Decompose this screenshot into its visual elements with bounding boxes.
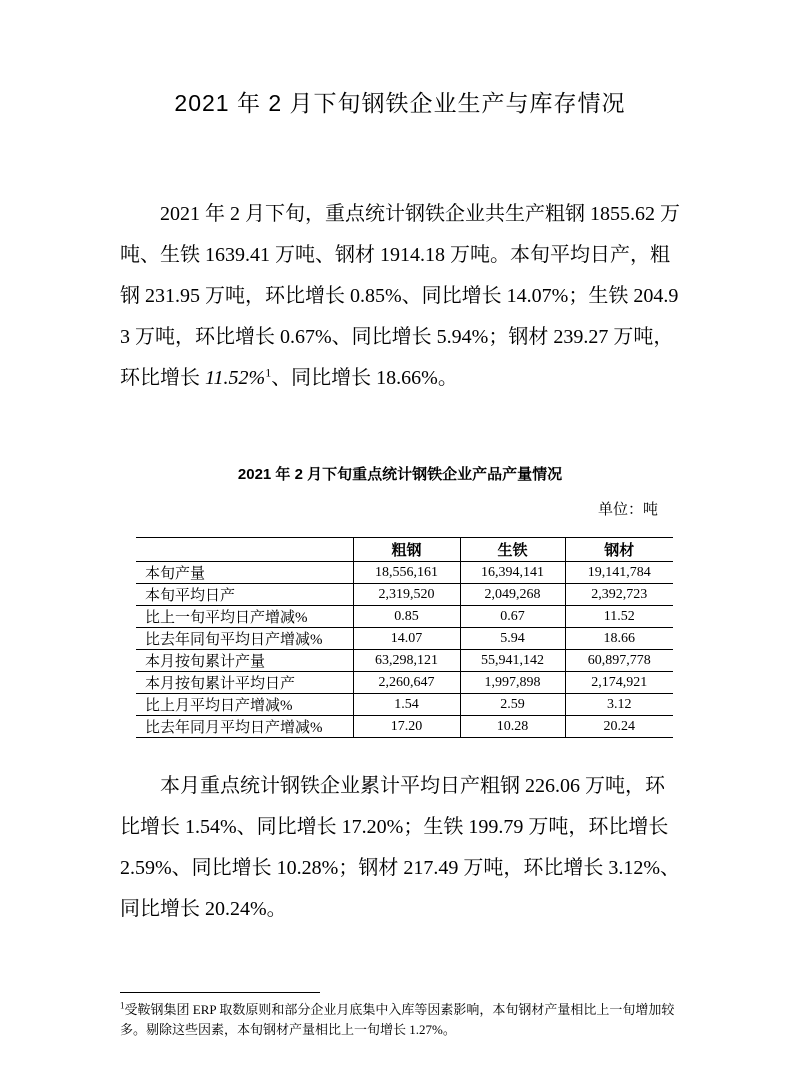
italic-growth-value: 11.52% bbox=[205, 367, 266, 389]
table-cell: 14.07 bbox=[353, 628, 460, 650]
footnote-separator bbox=[120, 992, 320, 993]
table-cell: 0.67 bbox=[460, 606, 565, 628]
table-cell: 63,298,121 bbox=[353, 650, 460, 672]
table-cell: 16,394,141 bbox=[460, 562, 565, 584]
table-unit-label: 单位：吨 bbox=[597, 502, 658, 518]
column-header-steel-products: 钢材 bbox=[565, 538, 673, 562]
footnote-reference-mark: 1 bbox=[265, 365, 272, 380]
table-cell: 17.20 bbox=[353, 716, 460, 738]
table-cell: 2,049,268 bbox=[460, 584, 565, 606]
table-cell: 2,174,921 bbox=[565, 672, 673, 694]
page-title: 2021 年 2 月下旬钢铁企业生产与库存情况 bbox=[174, 90, 626, 116]
table-row bbox=[136, 694, 673, 716]
table-row bbox=[136, 716, 673, 738]
table-cell: 60,897,778 bbox=[565, 650, 673, 672]
table-header-empty bbox=[136, 538, 353, 562]
table-row bbox=[136, 606, 673, 628]
table-title: 2021 年 2 月下旬重点统计钢铁企业产品产量情况 bbox=[237, 466, 563, 483]
row-label: 比上月平均日产增减% bbox=[136, 694, 353, 716]
table-cell: 1,997,898 bbox=[460, 672, 565, 694]
column-header-crude-steel: 粗钢 bbox=[353, 538, 460, 562]
table-cell: 2,319,520 bbox=[353, 584, 460, 606]
table-row bbox=[136, 562, 673, 584]
row-label: 比去年同旬平均日产增减% bbox=[136, 628, 353, 650]
table-header-row bbox=[136, 538, 673, 562]
table-cell: 19,141,784 bbox=[565, 562, 673, 584]
paragraph-monthly-summary: 本月重点统计钢铁企业累计平均日产粗钢 226.06 万吨，环比增长 1.54%、同比增长 17.20%；生铁 199.79 万吨，环比增长 2.59%、同比增长 10.28%；钢材 217.49 万吨，环比增长 3.12%、同比增长 20.24%。 bbox=[120, 775, 680, 920]
footnote-marker: 1 bbox=[120, 1000, 125, 1011]
footnote-text bbox=[120, 1000, 688, 1040]
paragraph-production-summary bbox=[120, 194, 680, 399]
row-label: 本旬产量 bbox=[136, 562, 353, 584]
document-content bbox=[0, 86, 800, 930]
table-cell: 55,941,142 bbox=[460, 650, 565, 672]
footnote-body: 受鞍钢集团 ERP 取数原则和部分企业月底集中入库等因素影响，本旬钢材产量相比上一旬增加较多。剔除这些因素，本旬钢材产量相比上一旬增长 1.27%。 bbox=[120, 1002, 675, 1037]
table-cell: 10.28 bbox=[460, 716, 565, 738]
table-row bbox=[136, 672, 673, 694]
footnote bbox=[120, 992, 688, 1040]
table-cell: 0.85 bbox=[353, 606, 460, 628]
table-cell: 2,260,647 bbox=[353, 672, 460, 694]
table-cell: 2.59 bbox=[460, 694, 565, 716]
table-cell: 1.54 bbox=[353, 694, 460, 716]
paragraph-text: 2021 年 2 月下旬，重点统计钢铁企业共生产粗钢 1855.62 万吨、生铁 1639.41 万吨、钢材 1914.18 万吨。本旬平均日产，粗钢 231.95 万吨，环比增长 0.85%、同比增长 14.07%；生铁 204.93 万吨，环比增长 0.67%、同比增长 5.94%；钢材 239.27 万吨，环比增长 bbox=[120, 203, 680, 389]
production-table bbox=[136, 537, 673, 738]
row-label: 本月按旬累计产量 bbox=[136, 650, 353, 672]
row-label: 本旬平均日产 bbox=[136, 584, 353, 606]
table-cell: 5.94 bbox=[460, 628, 565, 650]
row-label: 比上一旬平均日产增减% bbox=[136, 606, 353, 628]
table-cell: 2,392,723 bbox=[565, 584, 673, 606]
table-cell: 11.52 bbox=[565, 606, 673, 628]
row-label: 本月按旬累计平均日产 bbox=[136, 672, 353, 694]
table-cell: 18.66 bbox=[565, 628, 673, 650]
table-cell: 20.24 bbox=[565, 716, 673, 738]
table-row bbox=[136, 650, 673, 672]
column-header-pig-iron: 生铁 bbox=[460, 538, 565, 562]
row-label: 比去年同月平均日产增减% bbox=[136, 716, 353, 738]
table-cell: 18,556,161 bbox=[353, 562, 460, 584]
table-row bbox=[136, 628, 673, 650]
table-cell: 3.12 bbox=[565, 694, 673, 716]
table-row bbox=[136, 584, 673, 606]
paragraph-text: 、同比增长 18.66%。 bbox=[271, 367, 458, 389]
